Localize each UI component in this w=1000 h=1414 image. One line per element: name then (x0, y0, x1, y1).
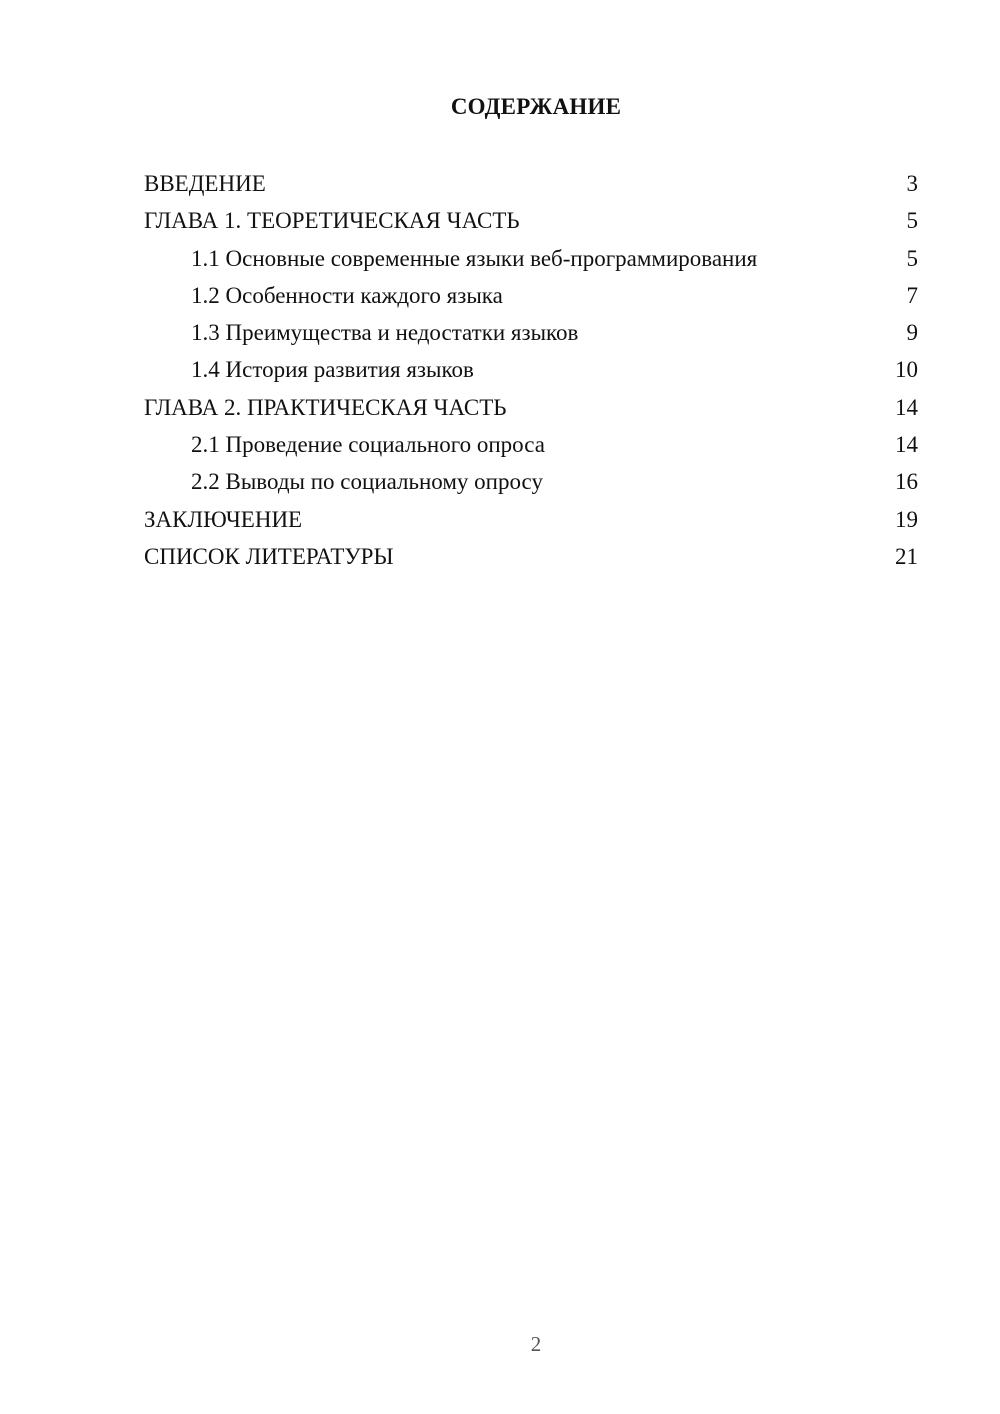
toc-entry-page: 10 (895, 357, 918, 383)
toc-subentry (144, 466, 918, 503)
toc-subentry (144, 317, 918, 354)
toc-entry-page: 19 (895, 506, 918, 532)
table-of-contents (144, 168, 918, 578)
toc-entry-label: ЗАКЛЮЧЕНИЕ (144, 506, 303, 532)
toc-entry-page: 14 (895, 432, 918, 458)
toc-entry-label: 1.4 История развития языков (191, 357, 474, 383)
toc-entry-page: 14 (895, 394, 918, 420)
toc-entry-page: 21 (895, 543, 918, 569)
toc-entry-label: 2.1 Проведение социального опроса (191, 432, 545, 458)
toc-entry (144, 504, 918, 541)
toc-title: СОДЕРЖАНИЕ (450, 94, 622, 119)
toc-entry-page: 5 (906, 208, 918, 234)
toc-entry-page: 7 (906, 282, 918, 308)
toc-entry (144, 541, 918, 578)
toc-entry (144, 392, 918, 429)
toc-entry (144, 168, 918, 205)
page-number: 2 (530, 1332, 542, 1356)
toc-entry-page: 3 (906, 171, 918, 196)
toc-subentry (144, 280, 918, 317)
toc-subentry (144, 354, 918, 391)
toc-entry (144, 205, 918, 242)
toc-entry-page: 16 (895, 469, 918, 495)
toc-subentry (144, 243, 918, 280)
toc-entry-page: 9 (906, 320, 918, 346)
toc-entry-label: ГЛАВА 2. ПРАКТИЧЕСКАЯ ЧАСТЬ (144, 394, 507, 420)
toc-entry-label: 2.2 Выводы по социальному опросу (191, 469, 543, 495)
toc-entry-label: 1.3 Преимущества и недостатки языков (191, 320, 579, 346)
toc-entry-page: 5 (906, 245, 918, 271)
toc-subentry (144, 429, 918, 466)
toc-entry-label: СПИСОК ЛИТЕРАТУРЫ (144, 543, 394, 569)
toc-entry-label: ГЛАВА 1. ТЕОРЕТИЧЕСКАЯ ЧАСТЬ (144, 208, 520, 234)
toc-entry-label: 1.1 Основные современные языки веб-программирования (191, 245, 758, 271)
toc-entry-label: 1.2 Особенности каждого языка (191, 282, 503, 308)
toc-entry-label: ВВЕДЕНИЕ (144, 171, 266, 196)
